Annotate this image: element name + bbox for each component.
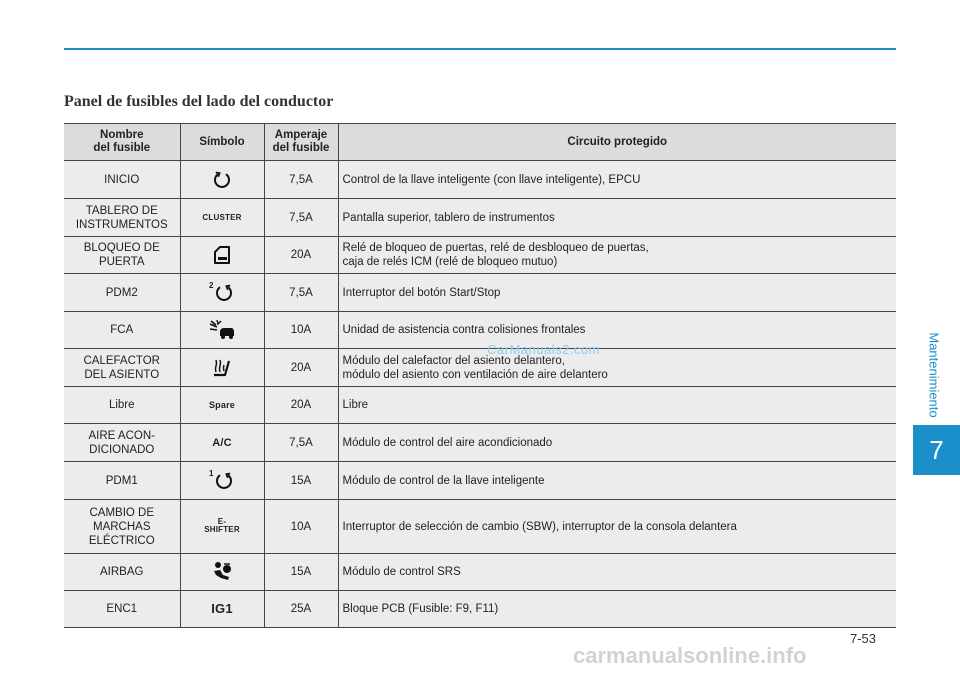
fuse-symbol xyxy=(180,274,264,312)
header-amperage: Amperaje del fusible xyxy=(264,124,338,161)
fuse-amperage: 20A xyxy=(264,349,338,387)
fuse-circuit: Pantalla superior, tablero de instrumentos xyxy=(338,199,896,237)
fuse-name: PDM2 xyxy=(64,274,180,312)
fuse-circuit: Unidad de asistencia contra colisiones frontales xyxy=(338,312,896,349)
top-rule xyxy=(64,48,896,50)
fuse-name: CAMBIO DE MARCHAS ELÉCTRICO xyxy=(64,500,180,554)
table-row xyxy=(64,274,896,312)
fuse-name: BLOQUEO DE PUERTA xyxy=(64,237,180,274)
fuse-symbol xyxy=(180,554,264,591)
fuse-symbol xyxy=(180,237,264,274)
fuse-name: FCA xyxy=(64,312,180,349)
section-title: Panel de fusibles del lado del conductor xyxy=(64,93,334,110)
pdm2-icon xyxy=(213,282,235,304)
fuse-symbol xyxy=(180,591,264,628)
fuse-symbol xyxy=(180,312,264,349)
table-row xyxy=(64,554,896,591)
fuse-symbol xyxy=(180,161,264,199)
table-row xyxy=(64,199,896,237)
fuse-amperage: 7,5A xyxy=(264,424,338,462)
fuse-amperage: 10A xyxy=(264,312,338,349)
fuse-circuit: Interruptor del botón Start/Stop xyxy=(338,274,896,312)
fuse-amperage: 10A xyxy=(264,500,338,554)
table-row xyxy=(64,500,896,554)
pdm1-symbol xyxy=(209,470,235,492)
table-header-row xyxy=(64,124,896,161)
pdm2-index: 2 xyxy=(209,280,214,290)
watermark-carmanualsonline: carmanualsonline.info xyxy=(573,643,807,668)
page-number: 7-53 xyxy=(850,631,877,646)
fuse-amperage: 20A xyxy=(264,237,338,274)
fuse-name: CALEFACTOR DEL ASIENTO xyxy=(64,349,180,387)
fuse-circuit: Control de la llave inteligente (con llave inteligente), EPCU xyxy=(338,161,896,199)
fuse-circuit: Interruptor de selección de cambio (SBW), interruptor de la consola delantera xyxy=(338,500,896,554)
fuse-circuit: Módulo de control SRS xyxy=(338,554,896,591)
fuse-amperage: 20A xyxy=(264,387,338,424)
fuse-circuit: Módulo de control de la llave inteligente xyxy=(338,462,896,500)
spare-symbol: Spare xyxy=(208,400,235,410)
fuse-amperage: 7,5A xyxy=(264,161,338,199)
header-circuit: Circuito protegido xyxy=(338,124,896,161)
seat-heater-icon xyxy=(211,357,233,379)
table-row xyxy=(64,349,896,387)
fuse-name: INICIO xyxy=(64,161,180,199)
header-symbol: Símbolo xyxy=(180,124,264,161)
side-label-text: Mantenimiento xyxy=(926,332,942,418)
fuse-symbol xyxy=(180,199,264,237)
fuse-symbol xyxy=(180,349,264,387)
fuse-amperage: 25A xyxy=(264,591,338,628)
header-name: Nombre del fusible xyxy=(64,124,180,161)
fuse-symbol xyxy=(180,462,264,500)
fuse-amperage: 7,5A xyxy=(264,199,338,237)
fuse-name: PDM1 xyxy=(64,462,180,500)
table-row xyxy=(64,387,896,424)
side-label xyxy=(922,320,946,430)
fuse-name: TABLERO DE INSTRUMENTOS xyxy=(64,199,180,237)
table-row xyxy=(64,237,896,274)
fuse-amperage: 15A xyxy=(264,462,338,500)
cluster-symbol: CLUSTER xyxy=(202,213,242,222)
fuse-symbol xyxy=(180,500,264,554)
table-row xyxy=(64,591,896,628)
fuse-symbol xyxy=(180,387,264,424)
fuse-amperage: 15A xyxy=(264,554,338,591)
start-icon xyxy=(211,169,233,191)
e-shifter-symbol: E- SHIFTER xyxy=(204,516,240,534)
table-row xyxy=(64,424,896,462)
pdm1-icon xyxy=(213,470,235,492)
watermark-carmanuals2: CarManuals2.com xyxy=(487,342,600,357)
fuse-name: Libre xyxy=(64,387,180,424)
fuse-name: AIRBAG xyxy=(64,554,180,591)
ig1-symbol: IG1 xyxy=(211,600,233,616)
collision-assist-icon xyxy=(208,318,236,342)
fuse-amperage: 7,5A xyxy=(264,274,338,312)
fuse-circuit: Relé de bloqueo de puertas, relé de desbloqueo de puertas, caja de relés ICM (relé de bloqueo mutuo) xyxy=(338,237,896,274)
table-row xyxy=(64,462,896,500)
fuse-circuit: Módulo de control del aire acondicionado xyxy=(338,424,896,462)
fuse-name: AIRE ACON- DICIONADO xyxy=(64,424,180,462)
fuse-symbol xyxy=(180,424,264,462)
fuse-circuit: Libre xyxy=(338,387,896,424)
door-lock-icon xyxy=(211,244,233,266)
pdm2-symbol xyxy=(209,282,235,304)
fuse-table xyxy=(64,123,896,628)
pdm1-index: 1 xyxy=(209,468,214,478)
fuse-name: ENC1 xyxy=(64,591,180,628)
chapter-tab: 7 xyxy=(913,425,960,475)
table-row xyxy=(64,312,896,349)
fuse-circuit: Módulo del calefactor del asiento delantero, módulo del asiento con ventilación de aire delantero xyxy=(338,349,896,387)
fuse-circuit: Bloque PCB (Fusible: F9, F11) xyxy=(338,591,896,628)
airbag-icon xyxy=(210,561,234,583)
table-row xyxy=(64,161,896,199)
ac-symbol: A/C xyxy=(212,436,232,449)
